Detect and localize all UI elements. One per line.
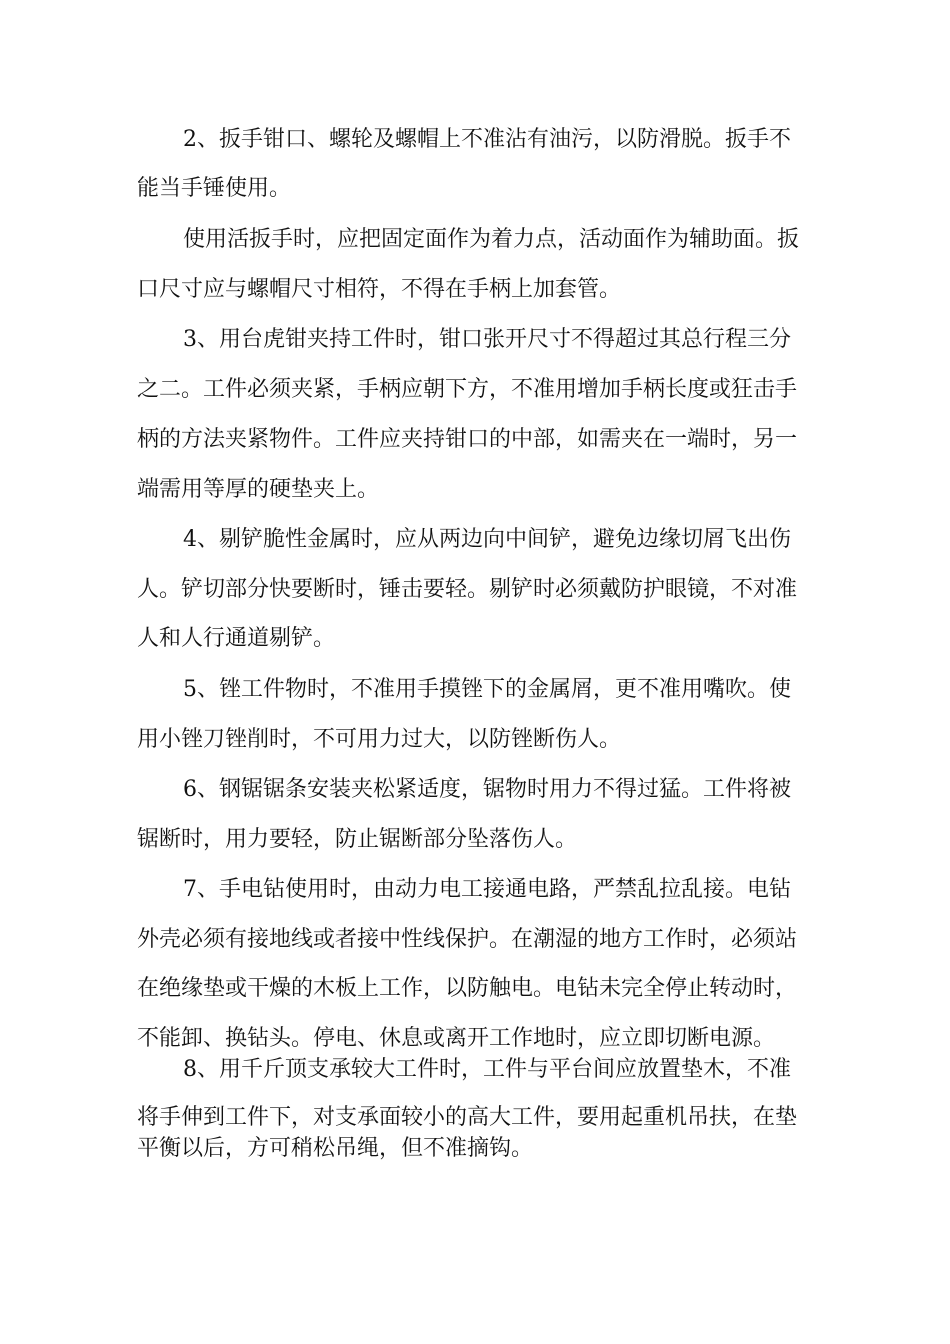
paragraph-7-line-4: 不能卸、换钻头。停电、休息或离开工作地时，应立即切断电源。 xyxy=(137,1026,776,1051)
paragraph-3-line-1: 3、用台虎钳夹持工件时，钳口张开尺寸不得超过其总行程三分 xyxy=(183,327,791,352)
paragraph-2-line-1: 2、扳手钳口、螺轮及螺帽上不准沾有油污，以防滑脱。扳手不 xyxy=(183,127,791,152)
paragraph-6-line-1: 6、钢锯锯条安装夹松紧适度，锯物时用力不得过猛。工件将被 xyxy=(183,777,791,802)
paragraph-3-line-2: 之二。工件必须夹紧，手柄应朝下方，不准用增加手柄长度或狂击手 xyxy=(137,377,798,402)
paragraph-wrench-line-2: 口尺寸应与螺帽尺寸相符，不得在手柄上加套管。 xyxy=(137,277,622,302)
paragraph-2-line-2: 能当手锤使用。 xyxy=(137,176,292,201)
paragraph-4-line-1: 4、剔铲脆性金属时，应从两边向中间铲，避免边缘切屑飞出伤 xyxy=(183,527,791,552)
paragraph-8-line-2: 将手伸到工件下，对支承面较小的高大工件，要用起重机吊扶，在垫 xyxy=(137,1105,798,1130)
paragraph-8-line-1: 8、用千斤顶支承较大工件时，工件与平台间应放置垫木，不准 xyxy=(183,1057,791,1082)
paragraph-8-line-3: 平衡以后，方可稍松吊绳，但不准摘钩。 xyxy=(137,1136,534,1161)
paragraph-7-line-1: 7、手电钻使用时，由动力电工接通电路，严禁乱拉乱接。电钻 xyxy=(183,877,791,902)
paragraph-7-line-3: 在绝缘垫或干燥的木板上工作，以防触电。电钻未完全停止转动时， xyxy=(137,976,798,1001)
paragraph-4-line-3: 人和人行通道剔铲。 xyxy=(137,626,336,651)
paragraph-4-line-2: 人。铲切部分快要断时，锤击要轻。剔铲时必须戴防护眼镜，不对准 xyxy=(137,577,798,602)
paragraph-5-line-1: 5、锉工件物时，不准用手摸锉下的金属屑，更不准用嘴吹。使 xyxy=(183,677,791,702)
paragraph-wrench-line-1: 使用活扳手时，应把固定面作为着力点，活动面作为辅助面。扳 xyxy=(183,227,800,252)
paragraph-3-line-4: 端需用等厚的硬垫夹上。 xyxy=(137,477,380,502)
paragraph-3-line-3: 柄的方法夹紧物件。工件应夹持钳口的中部，如需夹在一端时，另一 xyxy=(137,427,798,452)
paragraph-5-line-2: 用小锉刀锉削时，不可用力过大，以防锉断伤人。 xyxy=(137,727,622,752)
paragraph-7-line-2: 外壳必须有接地线或者接中性线保护。在潮湿的地方工作时，必须站 xyxy=(137,927,798,952)
paragraph-6-line-2: 锯断时，用力要轻，防止锯断部分坠落伤人。 xyxy=(137,827,578,852)
